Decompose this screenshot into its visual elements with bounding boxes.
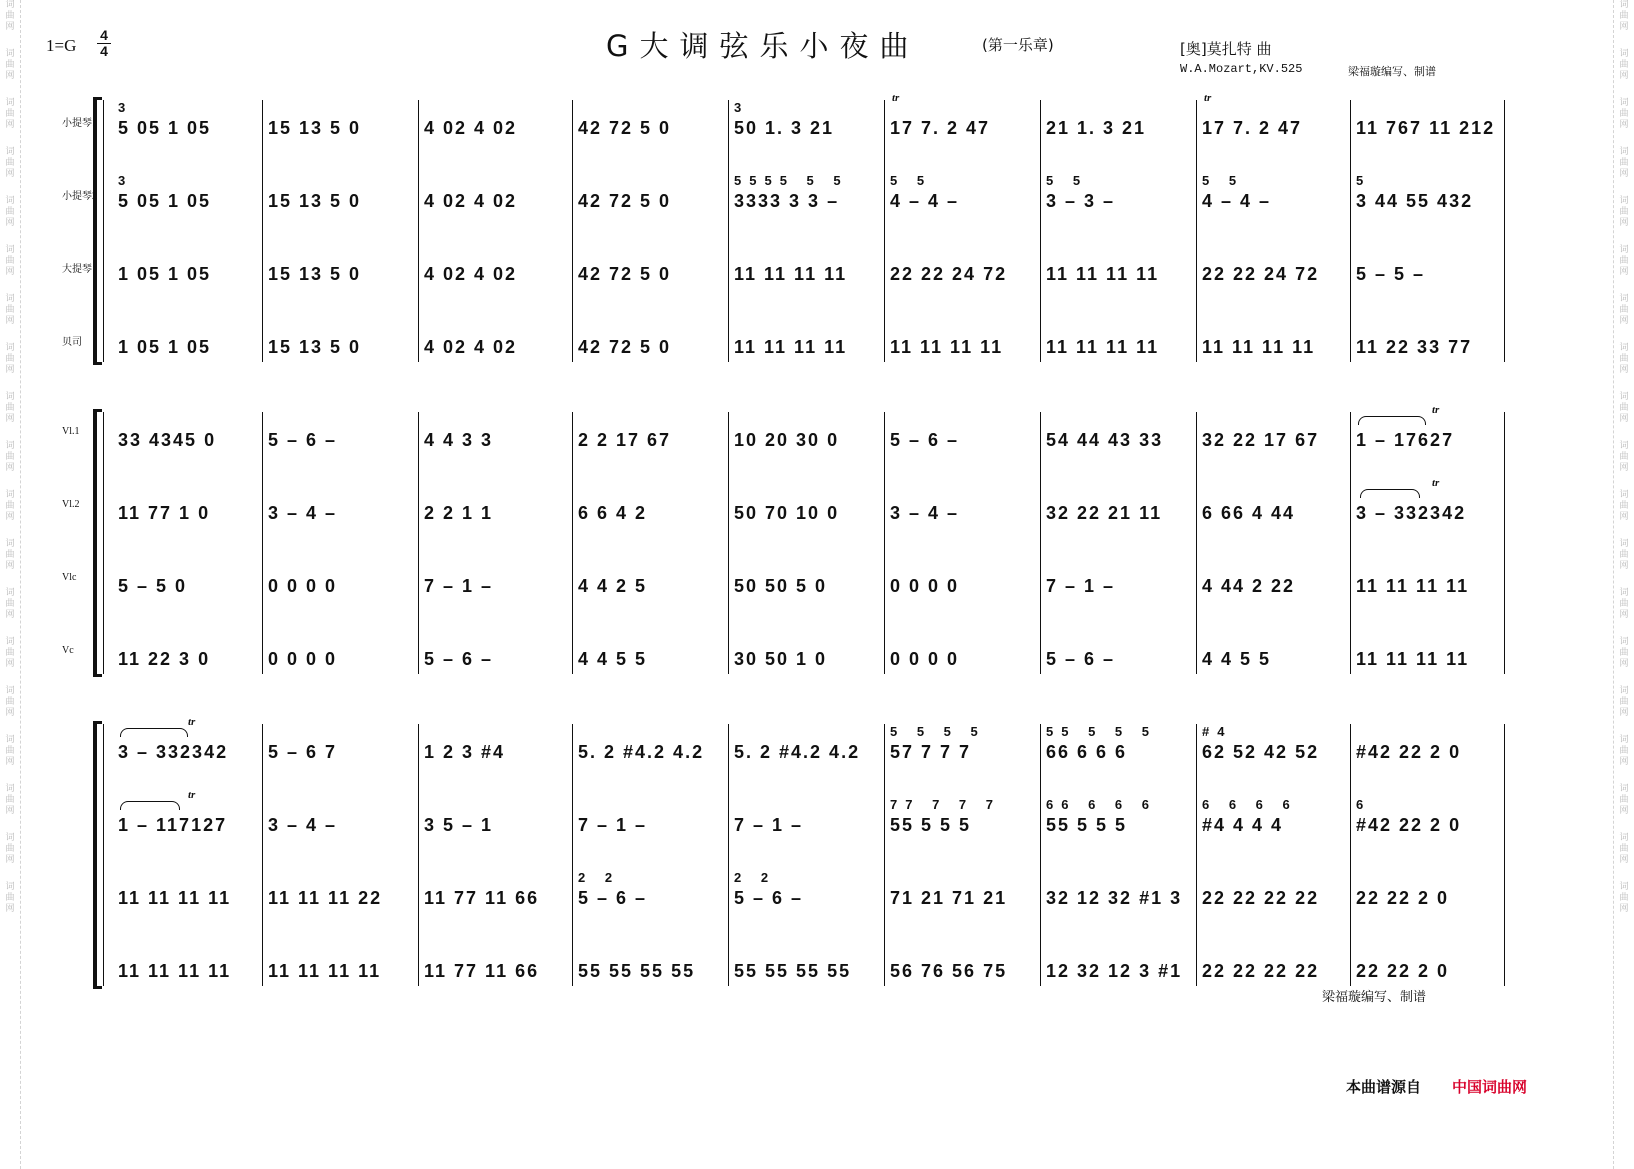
measure-notes: 7 – 1 –	[578, 815, 648, 835]
measure-notes: 11 11 11 11	[118, 961, 232, 981]
measure-notes: 5 05 1 05	[118, 191, 212, 211]
measure-notes: 3 – 332342	[1356, 503, 1467, 523]
measure-notes: 5 – 6 –	[890, 430, 960, 450]
watermark-text: 词曲网	[5, 686, 15, 718]
barline	[1504, 412, 1505, 674]
measure-notes: 3 – 4 –	[268, 815, 338, 835]
measure-notes: 55 5 5 5	[890, 815, 972, 835]
barline	[884, 100, 885, 362]
tie-slur	[1360, 489, 1420, 498]
barline	[1040, 724, 1041, 986]
measure-notes: 11 11 11 22	[268, 888, 383, 908]
measure-notes: 15 13 5 0	[268, 337, 362, 357]
measure-notes: 0 0 0 0	[890, 649, 960, 669]
tie-slur	[120, 728, 188, 737]
measure-notes: 1 2 3 #4	[424, 742, 506, 762]
watermark-text: 词曲网	[1619, 490, 1629, 522]
instrument-label: 小提琴2	[62, 191, 97, 202]
watermark-text: 词曲网	[5, 539, 15, 571]
measure-notes: 3 – 4 –	[268, 503, 338, 523]
measure-notes: 11 77 11 66	[424, 888, 540, 908]
measure-notes: 11 11 11 11	[734, 264, 848, 284]
measure-notes: 42 72 5 0	[578, 264, 672, 284]
measure-notes: 7 – 1 –	[1046, 576, 1116, 596]
stacked-note: 3	[118, 173, 134, 188]
barline	[1196, 724, 1197, 986]
measure-notes: 4 44 2 22	[1202, 576, 1296, 596]
key-signature: 1=G	[46, 36, 77, 55]
stacked-note: 5 5	[890, 173, 933, 188]
measure-notes: #42 22 2 0	[1356, 742, 1462, 762]
source-label: 本曲谱源自	[1346, 1078, 1422, 1096]
measure-notes: 11 11 11 11	[1356, 576, 1470, 596]
measure-notes: 22 22 24 72	[890, 264, 1008, 284]
composer-credit: [奥]莫扎特 曲	[1180, 40, 1272, 58]
measure-notes: 62 52 42 52	[1202, 742, 1320, 762]
measure-notes: 5 – 6 –	[734, 888, 804, 908]
watermark-text: 词曲网	[1619, 637, 1629, 669]
measure-notes: 1 05 1 05	[118, 337, 212, 357]
watermark-text: 词曲网	[5, 392, 15, 424]
barline	[884, 412, 885, 674]
measure-notes: 4 4 5 5	[1202, 649, 1272, 669]
measure-notes: 22 22 22 22	[1202, 961, 1320, 981]
measure-notes: 55 55 55 55	[578, 961, 696, 981]
measure-notes: 5 – 6 7	[268, 742, 338, 762]
measure-notes: 21 1. 3 21	[1046, 118, 1147, 138]
watermark-text: 词曲网	[1619, 49, 1629, 81]
instrument-label: Vc	[62, 645, 74, 656]
watermark-text: 词曲网	[1619, 147, 1629, 179]
measure-notes: 15 13 5 0	[268, 191, 362, 211]
measure-notes: 0 0 0 0	[268, 649, 338, 669]
measure-notes: 55 5 5 5	[1046, 815, 1128, 835]
watermark-text: 词曲网	[1619, 392, 1629, 424]
time-signature-numerator: 4	[97, 28, 111, 44]
measure-notes: 11 77 11 66	[424, 961, 540, 981]
barline	[1350, 100, 1351, 362]
measure-notes: 11 11 11 11	[1202, 337, 1316, 357]
measure-notes: 4 4 5 5	[578, 649, 648, 669]
watermark-text: 词曲网	[1619, 833, 1629, 865]
arranger-credit: 梁福璇编写、制谱	[1348, 65, 1436, 78]
measure-notes: 3 5 – 1	[424, 815, 494, 835]
watermark-text: 词曲网	[5, 0, 15, 32]
barline	[1196, 100, 1197, 362]
measure-notes: 4 02 4 02	[424, 264, 518, 284]
stacked-note: 3	[734, 100, 750, 115]
watermark-text: 词曲网	[5, 588, 15, 620]
barline	[418, 412, 419, 674]
watermark-text: 词曲网	[1619, 784, 1629, 816]
measure-notes: 32 12 32 #1 3	[1046, 888, 1183, 908]
measure-notes: 71 21 71 21	[890, 888, 1008, 908]
measure-notes: #42 22 2 0	[1356, 815, 1462, 835]
measure-notes: 22 22 2 0	[1356, 888, 1450, 908]
trill-mark: tr	[1204, 92, 1212, 104]
measure-notes: 11 11 11 11	[1356, 649, 1470, 669]
measure-notes: 5 – 5 0	[118, 576, 188, 596]
barline	[418, 100, 419, 362]
watermark-text: 词曲网	[1619, 294, 1629, 326]
measure-notes: 1 05 1 05	[118, 264, 212, 284]
measure-notes: 22 22 22 22	[1202, 888, 1320, 908]
measure-notes: 2 2 17 67	[578, 430, 672, 450]
measure-notes: 4 02 4 02	[424, 337, 518, 357]
measure-notes: 5 – 6 –	[424, 649, 494, 669]
stacked-note: #4	[1202, 724, 1233, 739]
stacked-note: 6	[1356, 797, 1372, 812]
system-bracket	[93, 100, 97, 362]
measure-notes: 5. 2 #4.2 4.2	[578, 742, 705, 762]
watermark-text: 词曲网	[1619, 343, 1629, 375]
time-signature-denominator: 4	[100, 43, 108, 59]
measure-notes: 11 11 11 11	[890, 337, 1004, 357]
stacked-note: 77 7 7 7	[890, 797, 1001, 812]
measure-notes: 3333 3 3 –	[734, 191, 840, 211]
watermark-text: 词曲网	[5, 343, 15, 375]
measure-notes: 57 7 7 7	[890, 742, 972, 762]
barline	[572, 724, 573, 986]
barline	[572, 412, 573, 674]
stacked-note: 5 5	[1202, 173, 1245, 188]
measure-notes: 0 0 0 0	[890, 576, 960, 596]
barline	[262, 724, 263, 986]
measure-notes: 11 22 3 0	[118, 649, 211, 669]
measure-notes: 50 50 5 0	[734, 576, 828, 596]
watermark-text: 词曲网	[5, 735, 15, 767]
watermark-text: 词曲网	[1619, 98, 1629, 130]
opus-number: W.A.Mozart,KV.525	[1180, 62, 1303, 76]
measure-notes: 0 0 0 0	[268, 576, 338, 596]
measure-notes: 3 – 3 –	[1046, 191, 1116, 211]
system-bracket	[93, 412, 97, 674]
barline	[728, 724, 729, 986]
score-title: G大调弦乐小夜曲	[606, 29, 920, 63]
stacked-note: 66 6 6 6	[1046, 797, 1157, 812]
instrument-label: 小提琴1	[62, 118, 97, 129]
measure-notes: 56 76 56 75	[890, 961, 1008, 981]
trill-mark: tr	[188, 789, 196, 801]
measure-notes: 42 72 5 0	[578, 337, 672, 357]
measure-notes: 4 02 4 02	[424, 191, 518, 211]
watermark-text: 词曲网	[1619, 735, 1629, 767]
measure-notes: 5 05 1 05	[118, 118, 212, 138]
stacked-note: 5	[1356, 173, 1372, 188]
watermark-text: 词曲网	[5, 441, 15, 473]
barline	[884, 724, 885, 986]
watermark-text: 词曲网	[1619, 441, 1629, 473]
watermark-text: 词曲网	[5, 882, 15, 914]
watermark-text: 词曲网	[5, 196, 15, 228]
instrument-label: Vl.2	[62, 499, 80, 510]
system-start-line	[103, 724, 104, 986]
measure-notes: 2 2 1 1	[424, 503, 494, 523]
stacked-note: 5 5 5 5	[890, 724, 986, 739]
measure-notes: 4 – 4 –	[890, 191, 960, 211]
tie-slur	[120, 801, 180, 810]
measure-notes: 11 11 11 11	[268, 961, 382, 981]
barline	[1504, 724, 1505, 986]
barline	[1040, 412, 1041, 674]
measure-notes: 5 – 5 –	[1356, 264, 1426, 284]
score-subtitle: (第一乐章)	[982, 36, 1054, 54]
system-start-line	[103, 412, 104, 674]
system-start-line	[103, 100, 104, 362]
measure-notes: 22 22 2 0	[1356, 961, 1450, 981]
measure-notes: 17 7. 2 47	[1202, 118, 1303, 138]
watermark-text: 词曲网	[5, 98, 15, 130]
instrument-label: Vlc	[62, 572, 77, 583]
stacked-note: 55 5 5 5	[1046, 724, 1157, 739]
measure-notes: 15 13 5 0	[268, 118, 362, 138]
stacked-note: 2 2	[734, 870, 777, 885]
trill-mark: tr	[892, 92, 900, 104]
watermark-text: 词曲网	[1619, 686, 1629, 718]
watermark-text: 词曲网	[5, 245, 15, 277]
measure-notes: #4 4 4 4	[1202, 815, 1284, 835]
measure-notes: 55 55 55 55	[734, 961, 852, 981]
barline	[572, 100, 573, 362]
stacked-note: 3	[118, 100, 134, 115]
measure-notes: 32 22 21 11	[1046, 503, 1163, 523]
watermark-text: 词曲网	[1619, 196, 1629, 228]
measure-notes: 42 72 5 0	[578, 191, 672, 211]
measure-notes: 15 13 5 0	[268, 264, 362, 284]
watermark-text: 词曲网	[5, 833, 15, 865]
measure-notes: 11 11 11 11	[734, 337, 848, 357]
measure-notes: 4 02 4 02	[424, 118, 518, 138]
measure-notes: 11 11 11 11	[1046, 264, 1160, 284]
measure-notes: 3 44 55 432	[1356, 191, 1474, 211]
trill-mark: tr	[1432, 404, 1440, 416]
measure-notes: 5 – 6 –	[1046, 649, 1116, 669]
system-bracket	[93, 724, 97, 986]
stacked-note: 5555 5 5	[734, 173, 849, 188]
stacked-note: 5 5	[1046, 173, 1089, 188]
time-signature	[97, 28, 111, 59]
measure-notes: 7 – 1 –	[734, 815, 804, 835]
watermark-text: 词曲网	[5, 147, 15, 179]
barline	[262, 412, 263, 674]
measure-notes: 54 44 43 33	[1046, 430, 1164, 450]
measure-notes: 10 20 30 0	[734, 430, 840, 450]
trill-mark: tr	[188, 716, 196, 728]
source-site: 中国词曲网	[1452, 1078, 1528, 1096]
measure-notes: 11 11 11 11	[118, 888, 232, 908]
measure-notes: 3 – 332342	[118, 742, 229, 762]
measure-notes: 5. 2 #4.2 4.2	[734, 742, 861, 762]
barline	[1040, 100, 1041, 362]
measure-notes: 11 77 1 0	[118, 503, 211, 523]
measure-notes: 33 4345 0	[118, 430, 217, 450]
measure-notes: 4 4 3 3	[424, 430, 494, 450]
stacked-note: 2 2	[578, 870, 621, 885]
measure-notes: 50 70 10 0	[734, 503, 840, 523]
watermark-text: 词曲网	[5, 49, 15, 81]
measure-notes: 1 – 117127	[118, 815, 228, 835]
measure-notes: 42 72 5 0	[578, 118, 672, 138]
measure-notes: 12 32 12 3 #1	[1046, 961, 1183, 981]
measure-notes: 30 50 1 0	[734, 649, 828, 669]
barline	[728, 412, 729, 674]
measure-notes: 11 11 11 11	[1046, 337, 1160, 357]
instrument-label: 贝司	[62, 337, 82, 348]
instrument-label: Vl.1	[62, 426, 80, 437]
arranger-credit-footer: 梁福璇编写、制谱	[1322, 990, 1427, 1005]
barline	[1504, 100, 1505, 362]
barline	[262, 100, 263, 362]
measure-notes: 11 22 33 77	[1356, 337, 1473, 357]
measure-notes: 5 – 6 –	[578, 888, 648, 908]
measure-notes: 11 767 11 212	[1356, 118, 1496, 138]
barline	[1350, 412, 1351, 674]
watermark-text: 词曲网	[5, 294, 15, 326]
measure-notes: 6 66 4 44	[1202, 503, 1296, 523]
measure-notes: 22 22 24 72	[1202, 264, 1320, 284]
watermark-text: 词曲网	[5, 637, 15, 669]
measure-notes: 1 – 17627	[1356, 430, 1455, 450]
barline	[1196, 412, 1197, 674]
measure-notes: 7 – 1 –	[424, 576, 494, 596]
right-watermark-strip	[1613, 0, 1634, 1169]
watermark-text: 词曲网	[1619, 539, 1629, 571]
watermark-text: 词曲网	[1619, 882, 1629, 914]
stacked-note: 6 6 6 6	[1202, 797, 1298, 812]
trill-mark: tr	[1432, 477, 1440, 489]
watermark-text: 词曲网	[5, 490, 15, 522]
watermark-text: 词曲网	[1619, 245, 1629, 277]
watermark-text: 词曲网	[1619, 588, 1629, 620]
barline	[418, 724, 419, 986]
measure-notes: 4 4 2 5	[578, 576, 648, 596]
measure-notes: 4 – 4 –	[1202, 191, 1272, 211]
measure-notes: 32 22 17 67	[1202, 430, 1320, 450]
measure-notes: 17 7. 2 47	[890, 118, 991, 138]
measure-notes: 50 1. 3 21	[734, 118, 835, 138]
measure-notes: 66 6 6 6	[1046, 742, 1128, 762]
barline	[1350, 724, 1351, 986]
barline	[728, 100, 729, 362]
measure-notes: 3 – 4 –	[890, 503, 960, 523]
measure-notes: 5 – 6 –	[268, 430, 338, 450]
left-watermark-strip	[0, 0, 21, 1169]
instrument-label: 大提琴	[62, 264, 92, 275]
watermark-text: 词曲网	[1619, 0, 1629, 32]
tie-slur	[1358, 416, 1426, 425]
measure-notes: 6 6 4 2	[578, 503, 648, 523]
watermark-text: 词曲网	[5, 784, 15, 816]
